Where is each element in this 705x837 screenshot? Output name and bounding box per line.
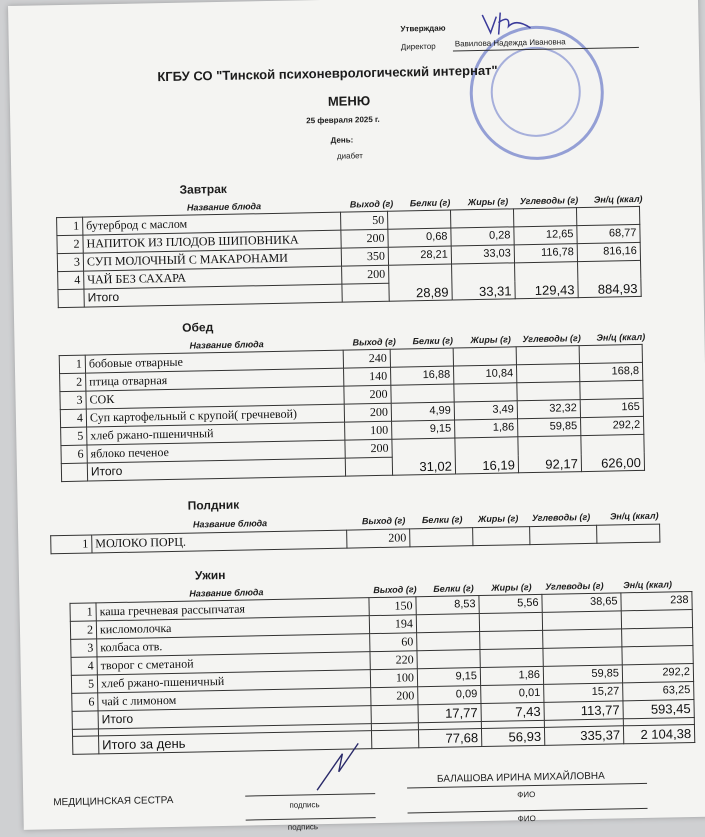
- row-num-empty: [61, 463, 87, 481]
- dish-protein: [416, 614, 479, 633]
- signature-label: подпись: [289, 800, 320, 810]
- total-fat: 16,19: [455, 437, 519, 474]
- dish-output: 200: [345, 439, 392, 458]
- dish-energy: 165: [580, 398, 643, 417]
- col-header-carbs: Углеводы (г): [522, 333, 581, 345]
- dish-name: МОЛОКО ПОРЦ.: [92, 530, 347, 553]
- dish-carbs: [516, 364, 579, 383]
- day-total-energy: 2 104,38: [623, 724, 694, 743]
- dinner-table: [69, 591, 695, 755]
- dish-carbs: [516, 346, 579, 365]
- col-header-protein: Белки (г): [409, 197, 451, 209]
- dish-fat: 5,56: [479, 594, 542, 613]
- row-num: 4: [60, 409, 86, 427]
- dish-fat: 1,86: [480, 666, 543, 685]
- dish-energy: [579, 344, 642, 363]
- table-row: [51, 524, 660, 554]
- dish-output: 100: [370, 669, 417, 688]
- dish-name: НАПИТОК ИЗ ПЛОДОВ ШИПОВНИКА: [83, 230, 341, 253]
- dish-fat: [479, 612, 542, 631]
- total-carbs: 113,77: [544, 701, 623, 721]
- col-header-protein: Белки (г): [433, 583, 474, 594]
- total-output-empty: [345, 457, 392, 476]
- total-energy: 593,45: [623, 699, 694, 718]
- nurse-role: МЕДИЦИНСКАЯ СЕСТРА: [53, 794, 174, 809]
- row-num: 2: [60, 373, 86, 391]
- dish-output: 220: [370, 651, 417, 670]
- total-fat: 33,31: [452, 263, 516, 300]
- dish-carbs: 116,78: [514, 244, 577, 263]
- col-header-name: Название блюда: [192, 518, 268, 530]
- col-header-output: Выход (г): [361, 515, 406, 527]
- row-num: 5: [71, 675, 97, 693]
- col-header-output: Выход (г): [373, 584, 417, 596]
- dish-output: 200: [344, 385, 391, 404]
- dish-name: хлеб ржано-пшеничный: [97, 670, 370, 693]
- dish-carbs: [513, 208, 576, 227]
- total-energy: 884,93: [578, 260, 642, 297]
- lunch-table: [59, 344, 645, 482]
- dish-carbs: 38,65: [542, 593, 621, 613]
- row-num: 1: [59, 355, 85, 373]
- dish-name: СУП МОЛОЧНЫЙ С МАКАРОНАМИ: [83, 248, 341, 271]
- dish-fat: 10,84: [453, 365, 516, 384]
- dish-energy: 63,25: [623, 681, 694, 700]
- dish-energy: [576, 206, 639, 225]
- dish-carbs: 59,85: [543, 665, 622, 685]
- nurse-signature: [312, 739, 363, 792]
- row-num: 4: [71, 657, 97, 675]
- total-protein: 31,02: [392, 438, 456, 475]
- dish-protein: 0,68: [388, 228, 451, 247]
- row-num: 1: [51, 535, 92, 554]
- total-protein: 17,77: [418, 704, 481, 723]
- dish-fat: 0,28: [451, 227, 514, 246]
- dish-output: 200: [371, 687, 418, 706]
- dish-energy: [580, 380, 643, 399]
- director-label: Директор: [400, 41, 436, 52]
- dish-carbs: 32,32: [517, 400, 580, 419]
- dish-energy: 68,77: [577, 224, 640, 243]
- section-title-breakfast: Завтрак: [179, 181, 227, 197]
- dish-output: 240: [343, 349, 390, 368]
- dish-protein: 4,99: [391, 402, 454, 421]
- dish-protein: 28,21: [388, 246, 451, 265]
- dish-name: творог с сметаной: [97, 652, 370, 675]
- col-header-fat: Жиры (г): [491, 582, 532, 593]
- col-header-energy: Эн/ц (ккал): [623, 579, 672, 591]
- total-output-empty: [371, 705, 418, 724]
- day-total-label: Итого за день: [99, 731, 372, 754]
- row-num-empty: [73, 736, 99, 754]
- row-num: 3: [71, 639, 97, 657]
- signature-line-2: [246, 817, 376, 820]
- col-header-fat: Жиры (г): [467, 196, 509, 208]
- dish-energy: 292,2: [622, 663, 693, 682]
- director-signature: [478, 8, 539, 39]
- dish-name: птица отварная: [86, 368, 344, 391]
- dish-protein: [410, 528, 473, 547]
- doc-title: МЕНЮ: [327, 93, 371, 109]
- dish-name: яблоко печеное: [87, 440, 345, 463]
- dish-output: 194: [369, 615, 416, 634]
- col-header-name: Название блюда: [189, 587, 264, 599]
- day-total-output-empty: [371, 730, 418, 749]
- dish-protein: 8,53: [416, 596, 479, 615]
- dish-fat: 3,49: [454, 401, 517, 420]
- dish-protein: 0,09: [418, 686, 481, 705]
- row-num: 6: [61, 445, 87, 463]
- dish-fat: 0,01: [481, 684, 544, 703]
- row-num: 1: [57, 217, 83, 235]
- dish-energy: [597, 524, 660, 543]
- col-header-energy: Эн/ц (ккал): [609, 510, 659, 522]
- dish-energy: [622, 627, 693, 646]
- dish-protein: [388, 210, 451, 229]
- dish-output: 60: [370, 633, 417, 652]
- fio-line-2: [408, 808, 648, 814]
- total-output-empty: [342, 283, 389, 302]
- dish-carbs: 59,85: [518, 418, 581, 437]
- dish-energy: [621, 609, 692, 628]
- org-title: КГБУ СО "Тинской психоневрологический интернат": [157, 62, 498, 85]
- director-name: Вавилова Надежда Ивановна: [454, 37, 566, 49]
- approve-label: Утверждаю: [400, 23, 446, 34]
- day-total-fat: 56,93: [481, 727, 544, 746]
- dish-name: Суп картофельный с крупой( гречневой): [86, 404, 344, 427]
- nurse-name: БАЛАШОВА ИРИНА МИХАЙЛОВНА: [436, 770, 605, 785]
- dish-name: колбаса отв.: [97, 634, 370, 657]
- dish-name: кисломолочка: [96, 616, 369, 639]
- dish-energy: 238: [621, 591, 692, 610]
- dish-name: бутерброд с маслом: [83, 212, 341, 235]
- signature-label-2: подпись: [287, 822, 319, 832]
- total-carbs: 92,17: [518, 436, 582, 473]
- col-header-output: Выход (г): [352, 336, 396, 348]
- dish-energy: 816,16: [577, 242, 640, 261]
- dish-name: ЧАЙ БЕЗ САХАРА: [84, 266, 342, 289]
- section-title-snack: Полдник: [187, 497, 240, 513]
- row-num-empty: [58, 289, 84, 307]
- dish-output: 150: [369, 597, 416, 616]
- col-header-name: Название блюда: [186, 201, 262, 213]
- dish-protein: [417, 632, 480, 651]
- dish-output: 200: [342, 265, 389, 284]
- row-num: 2: [70, 621, 96, 639]
- col-header-carbs: Углеводы (г): [519, 195, 579, 207]
- total-carbs: 129,43: [515, 262, 579, 299]
- dish-name: бобовые отварные: [85, 350, 343, 373]
- row-num: 3: [57, 253, 83, 271]
- dish-protein: [390, 348, 453, 367]
- dish-protein: [391, 384, 454, 403]
- col-header-carbs: Углеводы (г): [545, 580, 604, 592]
- day-total-carbs: 335,37: [544, 726, 623, 746]
- dish-fat: [473, 527, 530, 546]
- doc-date: 25 февраля 2025 г.: [306, 114, 380, 126]
- col-header-energy: Эн/ц (ккал): [596, 331, 646, 343]
- day-label: День:: [330, 135, 354, 145]
- day-total-protein: 77,68: [418, 729, 481, 748]
- total-label: Итого: [98, 706, 371, 729]
- row-num: 5: [61, 427, 87, 445]
- dish-carbs: [542, 611, 621, 631]
- section-title-lunch: Обед: [182, 320, 214, 335]
- dish-protein: [417, 650, 480, 669]
- dish-name: СОК: [86, 386, 344, 409]
- snack-table: [50, 524, 660, 555]
- fio-label: ФИО: [517, 790, 536, 800]
- col-header-protein: Белки (г): [421, 514, 463, 526]
- row-num: 6: [72, 693, 98, 711]
- dish-output: 140: [344, 367, 391, 386]
- dish-protein: 9,15: [417, 668, 480, 687]
- col-header-fat: Жиры (г): [470, 334, 511, 346]
- dish-fat: [480, 630, 543, 649]
- total-protein: 28,89: [389, 264, 453, 301]
- diet-label: диабет: [336, 151, 363, 161]
- dish-name: чай с лимоном: [98, 688, 371, 711]
- dish-output: 200: [344, 403, 391, 422]
- row-num: 3: [60, 391, 86, 409]
- dish-energy: 168,8: [579, 362, 642, 381]
- dish-fat: [454, 383, 517, 402]
- dish-energy: [622, 645, 693, 664]
- dish-carbs: 15,27: [544, 683, 623, 703]
- breakfast-table: [56, 206, 642, 308]
- dish-carbs: [517, 382, 580, 401]
- dish-output: 100: [345, 421, 392, 440]
- dish-carbs: [530, 525, 597, 544]
- total-fat: 7,43: [481, 702, 544, 721]
- dish-fat: 1,86: [455, 419, 518, 438]
- row-num-empty: [72, 711, 98, 729]
- dish-output: 350: [341, 247, 388, 266]
- col-header-fat: Жиры (г): [477, 513, 519, 525]
- dish-carbs: 12,65: [514, 226, 577, 245]
- col-header-output: Выход (г): [349, 198, 394, 210]
- total-label: Итого: [84, 284, 342, 307]
- col-header-protein: Белки (г): [412, 335, 454, 347]
- section-title-dinner: Ужин: [194, 567, 226, 583]
- fio-label-2: ФИО: [517, 814, 536, 824]
- dish-fat: [453, 347, 516, 366]
- dish-name: каша гречневая рассыпчатая: [96, 598, 369, 621]
- row-num: 2: [57, 235, 83, 253]
- col-header-name: Название блюда: [189, 339, 264, 351]
- dish-carbs: [543, 629, 622, 649]
- total-energy: 626,00: [581, 434, 645, 471]
- dish-fat: [480, 648, 543, 667]
- col-header-energy: Эн/ц (ккал): [593, 193, 643, 205]
- menu-sheet: [8, 0, 705, 830]
- dish-protein: 16,88: [391, 366, 454, 385]
- dish-output: 200: [347, 529, 410, 548]
- dish-energy: 292,2: [581, 416, 644, 435]
- dish-fat: [450, 209, 513, 228]
- dish-name: хлеб ржано-пшеничный: [87, 422, 345, 445]
- dish-fat: 33,03: [451, 245, 514, 264]
- dish-carbs: [543, 647, 622, 667]
- col-header-carbs: Углеводы (г): [531, 511, 591, 524]
- row-num: 1: [70, 603, 96, 621]
- signature-line: [245, 793, 375, 796]
- dish-output: 50: [341, 211, 388, 230]
- dish-output: 200: [341, 229, 388, 248]
- row-num: 4: [58, 271, 84, 289]
- total-label: Итого: [87, 458, 345, 481]
- dish-protein: 9,15: [392, 420, 455, 439]
